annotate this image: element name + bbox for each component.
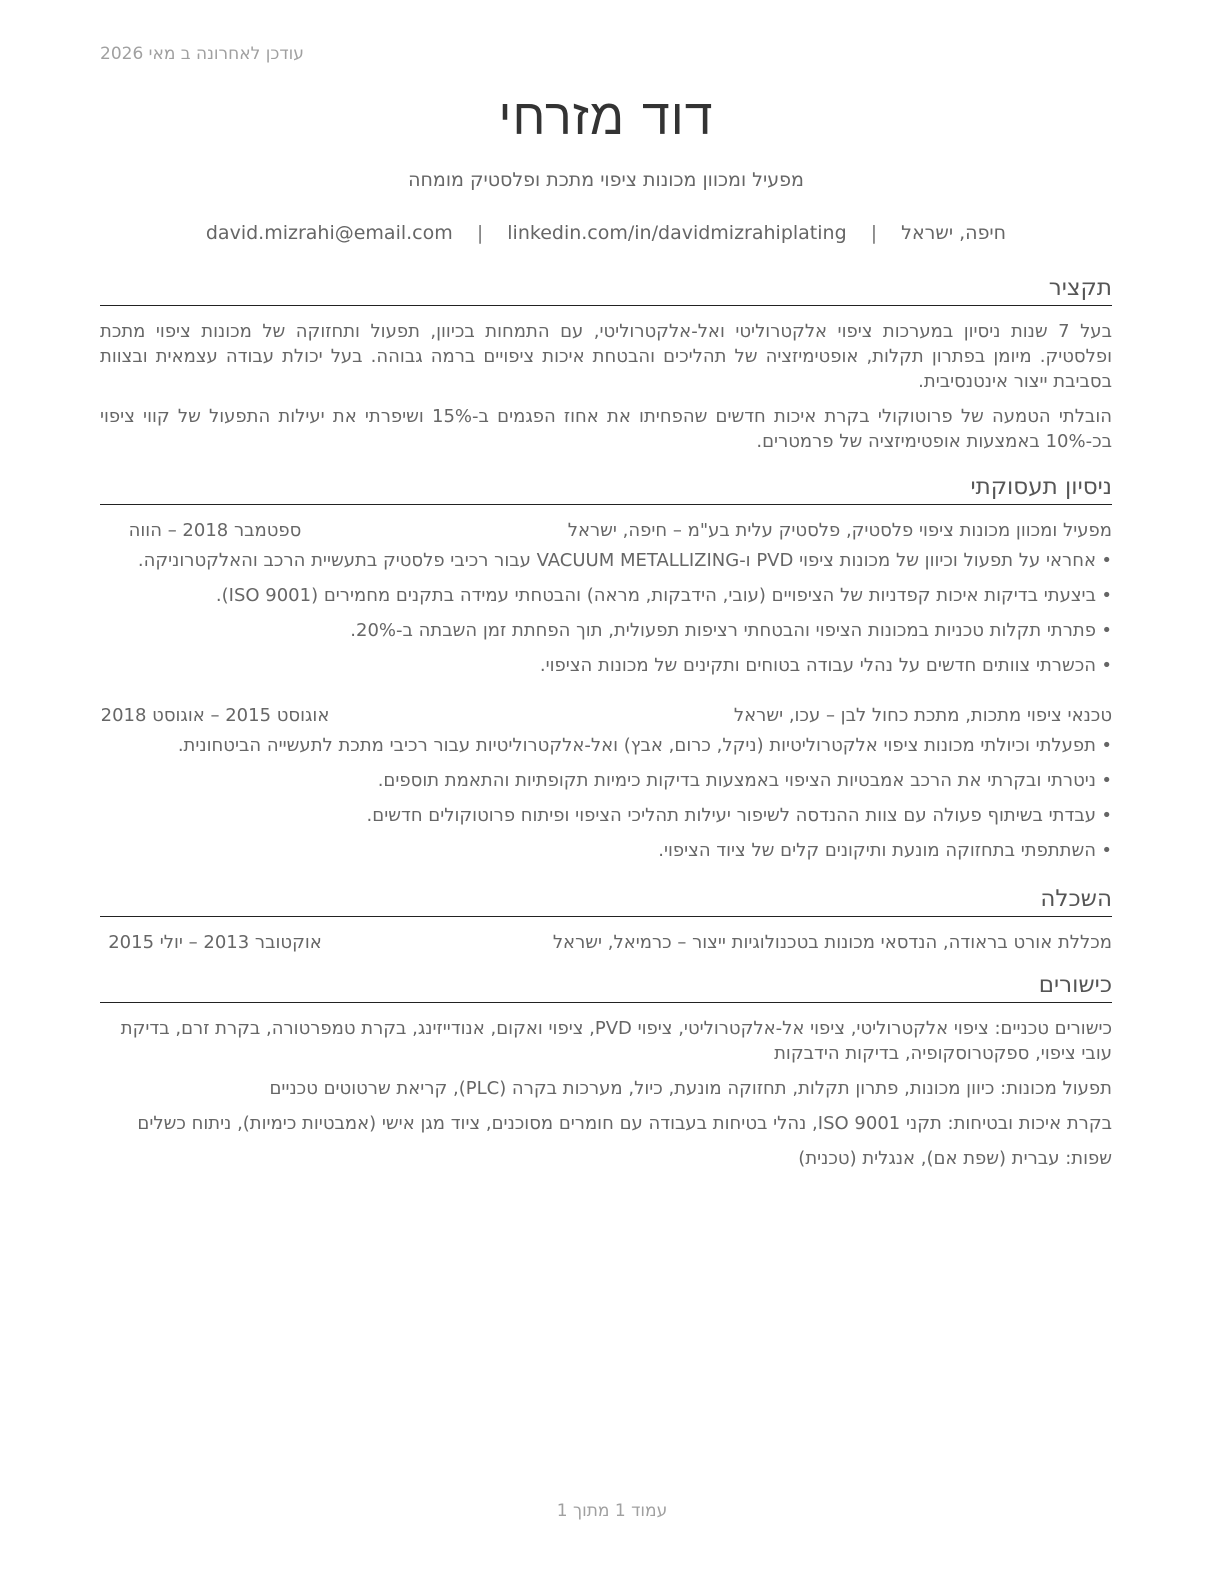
job-header	[100, 703, 1112, 729]
candidate-name: דוד מזרחי	[498, 88, 714, 146]
summary-paragraph: בעל 7 שנות ניסיון במערכות ציפוי אלקטרוליטי ואל-אלקטרוליטי, עם התמחות בכיוון, תפעול ותחזוקה של מכונות ציפוי מתכת ופלסטיק. מיומן בפתרון תקלות, אופטימיזציה של תהליכים והבטחת איכות ציפויים ברמה גבוהה. בעל יכולת עבודה עצמאית ובצוות בסביבת ייצור אינטנסיבית.	[100, 321, 1112, 392]
contact-separator: |	[870, 222, 878, 244]
list-item: • עבדתי בשיתוף פעולה עם צוות ההנדסה לשיפור יעילות תהליכי הציפוי ופיתוח פרוטוקולים חדשים.	[100, 803, 1112, 838]
job-bullets	[100, 548, 1112, 688]
skill-line: כישורים טכניים: ציפוי אלקטרוליטי, ציפוי אל-אלקטרוליטי, ציפוי PVD, ציפוי ואקום, אנודייזינג, בקרת טמפרטורה, בקרת זרם, בדיקת עובי ציפוי, ספקטרוסקופיה, בדיקות הידבקות	[120, 1018, 1112, 1064]
job-dates: ספטמבר 2018 – הווה	[128, 520, 302, 541]
email-link[interactable]: david.mizrahi@email.com	[205, 222, 453, 244]
skills-section	[100, 970, 1112, 1171]
skill-line: שפות: עברית (שפת אם), אנגלית (טכנית)	[798, 1148, 1112, 1169]
job-dates: אוגוסט 2015 – אוגוסט 2018	[100, 705, 330, 726]
list-item: • אחראי על תפעול וכיוון של מכונות ציפוי PVD ו-VACUUM METALLIZING עבור רכיבי פלסטיק בתעשיית הרכב והאלקטרוניקה.	[100, 548, 1112, 583]
list-item: • תפעלתי וכיולתי מכונות ציפוי אלקטרוליטיות (ניקל, כרום, אבץ) ואל-אלקטרוליטיות עבור רכיבי מתכת לתעשייה הביטחונית.	[100, 733, 1112, 768]
page-number: עמוד 1 מתוך 1	[556, 1501, 668, 1521]
contact-line	[100, 222, 1112, 244]
education-institution: מכללת אורט בראודה, הנדסאי מכונות בטכנולוגיות ייצור – כרמיאל, ישראל	[552, 932, 1112, 953]
location: חיפה, ישראל	[901, 222, 1007, 244]
education-dates: אוקטובר 2013 – יולי 2015	[108, 932, 322, 953]
job-bullets	[100, 733, 1112, 873]
section-title-summary: תקציר	[100, 273, 1112, 306]
list-item: • פתרתי תקלות טכניות במכונות הציפוי והבטחתי רציפות תפעולית, תוך הפחתת זמן השבתה ב-20%.	[100, 618, 1112, 653]
linkedin-link[interactable]: linkedin.com/in/davidmizrahiplating	[507, 222, 847, 244]
section-title-experience: ניסיון תעסוקתי	[100, 472, 1112, 505]
list-item: • השתתפתי בתחזוקה מונעת ותיקונים קלים של ציוד הציפוי.	[100, 838, 1112, 873]
job-header	[100, 518, 1112, 544]
job-role: מפעיל ומכוון מכונות ציפוי פלסטיק, פלסטיק עלית בע"מ – חיפה, ישראל	[567, 520, 1112, 541]
candidate-title: מפעיל ומכוון מכונות ציפוי מתכת ופלסטיק מומחה	[408, 169, 804, 191]
skill-line: תפעול מכונות: כיוון מכונות, פתרון תקלות, תחזוקה מונעת, כיול, מערכות בקרה (PLC), קריאת שרטוטים טכניים	[269, 1078, 1112, 1099]
skill-line: בקרת איכות ובטיחות: תקני ISO 9001, נהלי בטיחות בעבודה עם חומרים מסוכנים, ציוד מגן אישי (אמבטיות כימיות), ניתוח כשלים	[137, 1113, 1112, 1134]
summary-paragraph: הובלתי הטמעה של פרוטוקולי בקרת איכות חדשים שהפחיתו את אחוז הפגמים ב-15% ושיפרתי את יעילות התפעול של קווי ציפוי בכ-10% באמצעות אופטימיזציה של פרמטרים.	[100, 406, 1112, 452]
job-entry	[100, 703, 1112, 873]
list-item: • ניטרתי ובקרתי את הרכב אמבטיות הציפוי באמצעות בדיקות כימיות תקופתיות והתאמת תוספים.	[100, 768, 1112, 803]
education-section	[100, 884, 1112, 956]
contact-separator: |	[476, 222, 484, 244]
job-entry	[100, 518, 1112, 688]
section-title-education: השכלה	[100, 884, 1112, 917]
section-title-skills: כישורים	[100, 970, 1112, 1003]
education-entry	[100, 930, 1112, 956]
last-updated: עודכן לאחרונה ב מאי 2026	[100, 44, 304, 64]
experience-section	[100, 472, 1112, 873]
list-item: • ביצעתי בדיקות איכות קפדניות של הציפויים (עובי, הידבקות, מראה) והבטחתי עמידה בתקנים מחמירים (ISO 9001).	[100, 583, 1112, 618]
job-role: טכנאי ציפוי מתכות, מתכת כחול לבן – עכו, ישראל	[733, 705, 1112, 726]
list-item: • הכשרתי צוותים חדשים על נהלי עבודה בטוחים ותקינים של מכונות הציפוי.	[100, 653, 1112, 688]
summary-section	[100, 273, 1112, 454]
